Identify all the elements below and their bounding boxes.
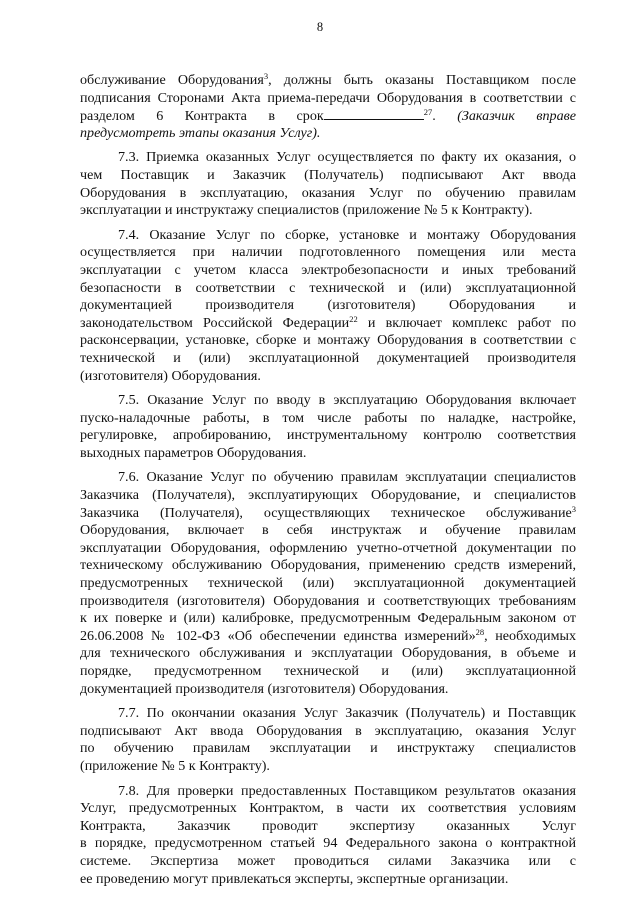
blank-field-line [324, 107, 424, 120]
text-run: , необходимых [484, 627, 576, 644]
text-line [80, 350, 576, 368]
text-run: регулировке, апробированию, инструментальному контролю соответствия [80, 427, 576, 444]
text-line [80, 315, 576, 333]
text-line [80, 107, 576, 125]
text-run: и включает комплекс работ по [357, 314, 576, 331]
text-line [80, 593, 576, 611]
text-line [80, 280, 576, 298]
page-number: 8 [316, 20, 324, 34]
text-run: Контракта, Заказчик проводит экспертизу оказанных Услуг [80, 817, 576, 834]
text-line [80, 610, 576, 628]
text-line [80, 853, 576, 871]
footnote-marker: 27 [423, 107, 433, 118]
text-line [80, 202, 576, 220]
paragraph-gap [80, 385, 576, 392]
paragraph-p7-3 [80, 149, 576, 219]
paragraph-gap [80, 462, 576, 469]
text-run: эксплуатации с учетом класса электробезопасности и иных требований [80, 261, 576, 278]
text-run: для технического обслуживания и эксплуатации Оборудования, в объеме и [80, 645, 576, 662]
text-run: Услуг, предусмотренных Контрактом, в части их соответствия условиям [80, 800, 576, 817]
text-run: подписывают Акт ввода Оборудования в эксплуатацию, оказания Услуг [80, 722, 576, 739]
text-line [80, 487, 576, 505]
text-line [80, 575, 576, 593]
text-line [80, 125, 576, 143]
text-run: 7.7. По окончании оказания Услуг Заказчик (Получатель) и Поставщик [118, 705, 576, 722]
text-line [80, 740, 576, 758]
footnote-marker: 22 [349, 313, 358, 324]
text-line [80, 783, 576, 801]
text-line [80, 758, 576, 776]
text-run: 7.5. Оказание Услуг по вводу в эксплуатацию Оборудования включает [118, 392, 576, 409]
text-run: техническому обслуживанию Оборудования, применению средств измерений, [80, 557, 576, 574]
text-run: законодательством Российской Федерации [80, 314, 350, 331]
text-run: документацией производителя (изготовителя) Оборудования и [80, 297, 576, 314]
text-run: предусмотренных технической (или) эксплуатационной документацией [80, 575, 576, 592]
text-run: к их поверке и (или) калибровке, предусмотренным Федеральным законом от [80, 610, 576, 627]
text-run: 7.6. Оказание Услуг по обучению правилам эксплуатации специалистов [118, 469, 576, 486]
paragraph-p7-5 [80, 392, 576, 462]
text-line [80, 705, 576, 723]
text-run: Оборудования, включает в себя инструктаж и обучение правилам [80, 522, 576, 539]
text-line [80, 410, 576, 428]
text-run: ее проведению могут привлекаться эксперты, экспертные организации. [80, 870, 509, 887]
text-run: Оборудования в эксплуатацию, оказания Услуг по обучению правилам [80, 184, 576, 201]
text-line [80, 522, 576, 540]
text-line [80, 185, 576, 203]
paragraph-gap [80, 220, 576, 227]
text-run: технической и (или) эксплуатационной документацией производителя [80, 349, 576, 366]
text-run: разделом 6 Контракта в срок [80, 108, 324, 125]
text-line [80, 72, 576, 90]
text-run: эксплуатации и инструктажу специалистов (приложение № 5 к Контракту). [80, 202, 533, 219]
text-line [80, 297, 576, 315]
text-line [80, 681, 576, 699]
text-line [80, 244, 576, 262]
text-run: 7.8. Для проверки предоставленных Поставщиком результатов оказания [118, 782, 576, 799]
text-line [80, 835, 576, 853]
text-run: пуско-наладочные работы, в том числе работы по наладке, настройке, [80, 409, 576, 426]
text-run: . [432, 108, 458, 125]
text-run: документацией производителя (изготовителя) Оборудования. [80, 680, 449, 697]
text-line [80, 469, 576, 487]
text-run: системе. Экспертиза может проводиться силами Заказчика или с [80, 852, 576, 869]
text-line [80, 800, 576, 818]
text-line [80, 540, 576, 558]
text-run: осуществляется при наличии подготовленного помещения или места [80, 244, 576, 261]
text-run: чем Поставщик и Заказчик (Получатель) подписывают Акт ввода [80, 166, 576, 183]
text-line [80, 871, 576, 889]
footnote-marker: 28 [475, 626, 485, 637]
text-line [80, 663, 576, 681]
paragraph-p7-4 [80, 227, 576, 385]
text-run: , должны быть оказаны Поставщиком после [268, 72, 576, 88]
text-run: выходных параметров Оборудования. [80, 444, 307, 461]
text-run: по обучению правилам эксплуатации и инструктажу специалистов [80, 740, 576, 757]
text-line [80, 505, 576, 523]
text-run: обслуживание Оборудования [80, 72, 264, 88]
text-line [80, 645, 576, 663]
footnote-marker: 3 [571, 503, 576, 514]
text-line [80, 227, 576, 245]
text-run: производителя (изготовителя) Оборудования и соответствующих требованиям [80, 592, 576, 609]
text-line [80, 262, 576, 280]
text-run: порядке, предусмотренном технической и (или) эксплуатационной [80, 663, 576, 679]
text-run: 26.06.2008 № 102-ФЗ «Об обеспечении единства измерений» [80, 627, 476, 644]
paragraph-cont [80, 72, 576, 142]
text-line [80, 167, 576, 185]
text-line [80, 332, 576, 350]
text-run: подписания Сторонами Акта приема-передачи Оборудования в соответствии с [80, 89, 576, 106]
text-run: Заказчика (Получателя), осуществляющих техническое обслуживание [80, 504, 572, 521]
paragraph-gap [80, 776, 576, 783]
paragraph-p7-8 [80, 783, 576, 889]
text-line [80, 723, 576, 741]
document-body [80, 72, 576, 888]
text-run: 7.4. Оказание Услуг по сборке, установке и монтажу Оборудования [118, 226, 576, 243]
paragraph-p7-6 [80, 469, 576, 698]
text-run: Заказчика (Получателя), эксплуатирующих Оборудование, и специалистов [80, 487, 576, 504]
text-line [80, 427, 576, 445]
text-run: (приложение № 5 к Контракту). [80, 757, 270, 774]
text-line [80, 368, 576, 386]
footnote-marker: 3 [263, 71, 269, 81]
paragraph-gap [80, 142, 576, 149]
text-run: (изготовителя) Оборудования. [80, 367, 261, 384]
text-run: 7.3. Приемка оказанных Услуг осуществляется по факту их оказания, о [118, 149, 576, 166]
text-run: в порядке, предусмотренном статьей 94 Федерального закона о контрактной [80, 835, 576, 852]
text-line [80, 445, 576, 463]
italic-text: (Заказчик вправе [457, 108, 577, 125]
text-line [80, 392, 576, 410]
paragraph-gap [80, 698, 576, 705]
paragraph-p7-7 [80, 705, 576, 775]
text-run: эксплуатации Оборудования, оформлению учетно-отчетной документации по [80, 539, 576, 556]
text-line [80, 628, 576, 646]
text-run: безопасности в соответствии с технической и (или) эксплуатационной [80, 279, 576, 296]
text-line [80, 818, 576, 836]
text-run: расконсервации, установке, сборке и монтажу Оборудования в соответствии с [80, 332, 576, 349]
text-line [80, 90, 576, 108]
text-line [80, 149, 576, 167]
text-line [80, 557, 576, 575]
italic-text: предусмотреть этапы оказания Услуг). [80, 124, 321, 141]
